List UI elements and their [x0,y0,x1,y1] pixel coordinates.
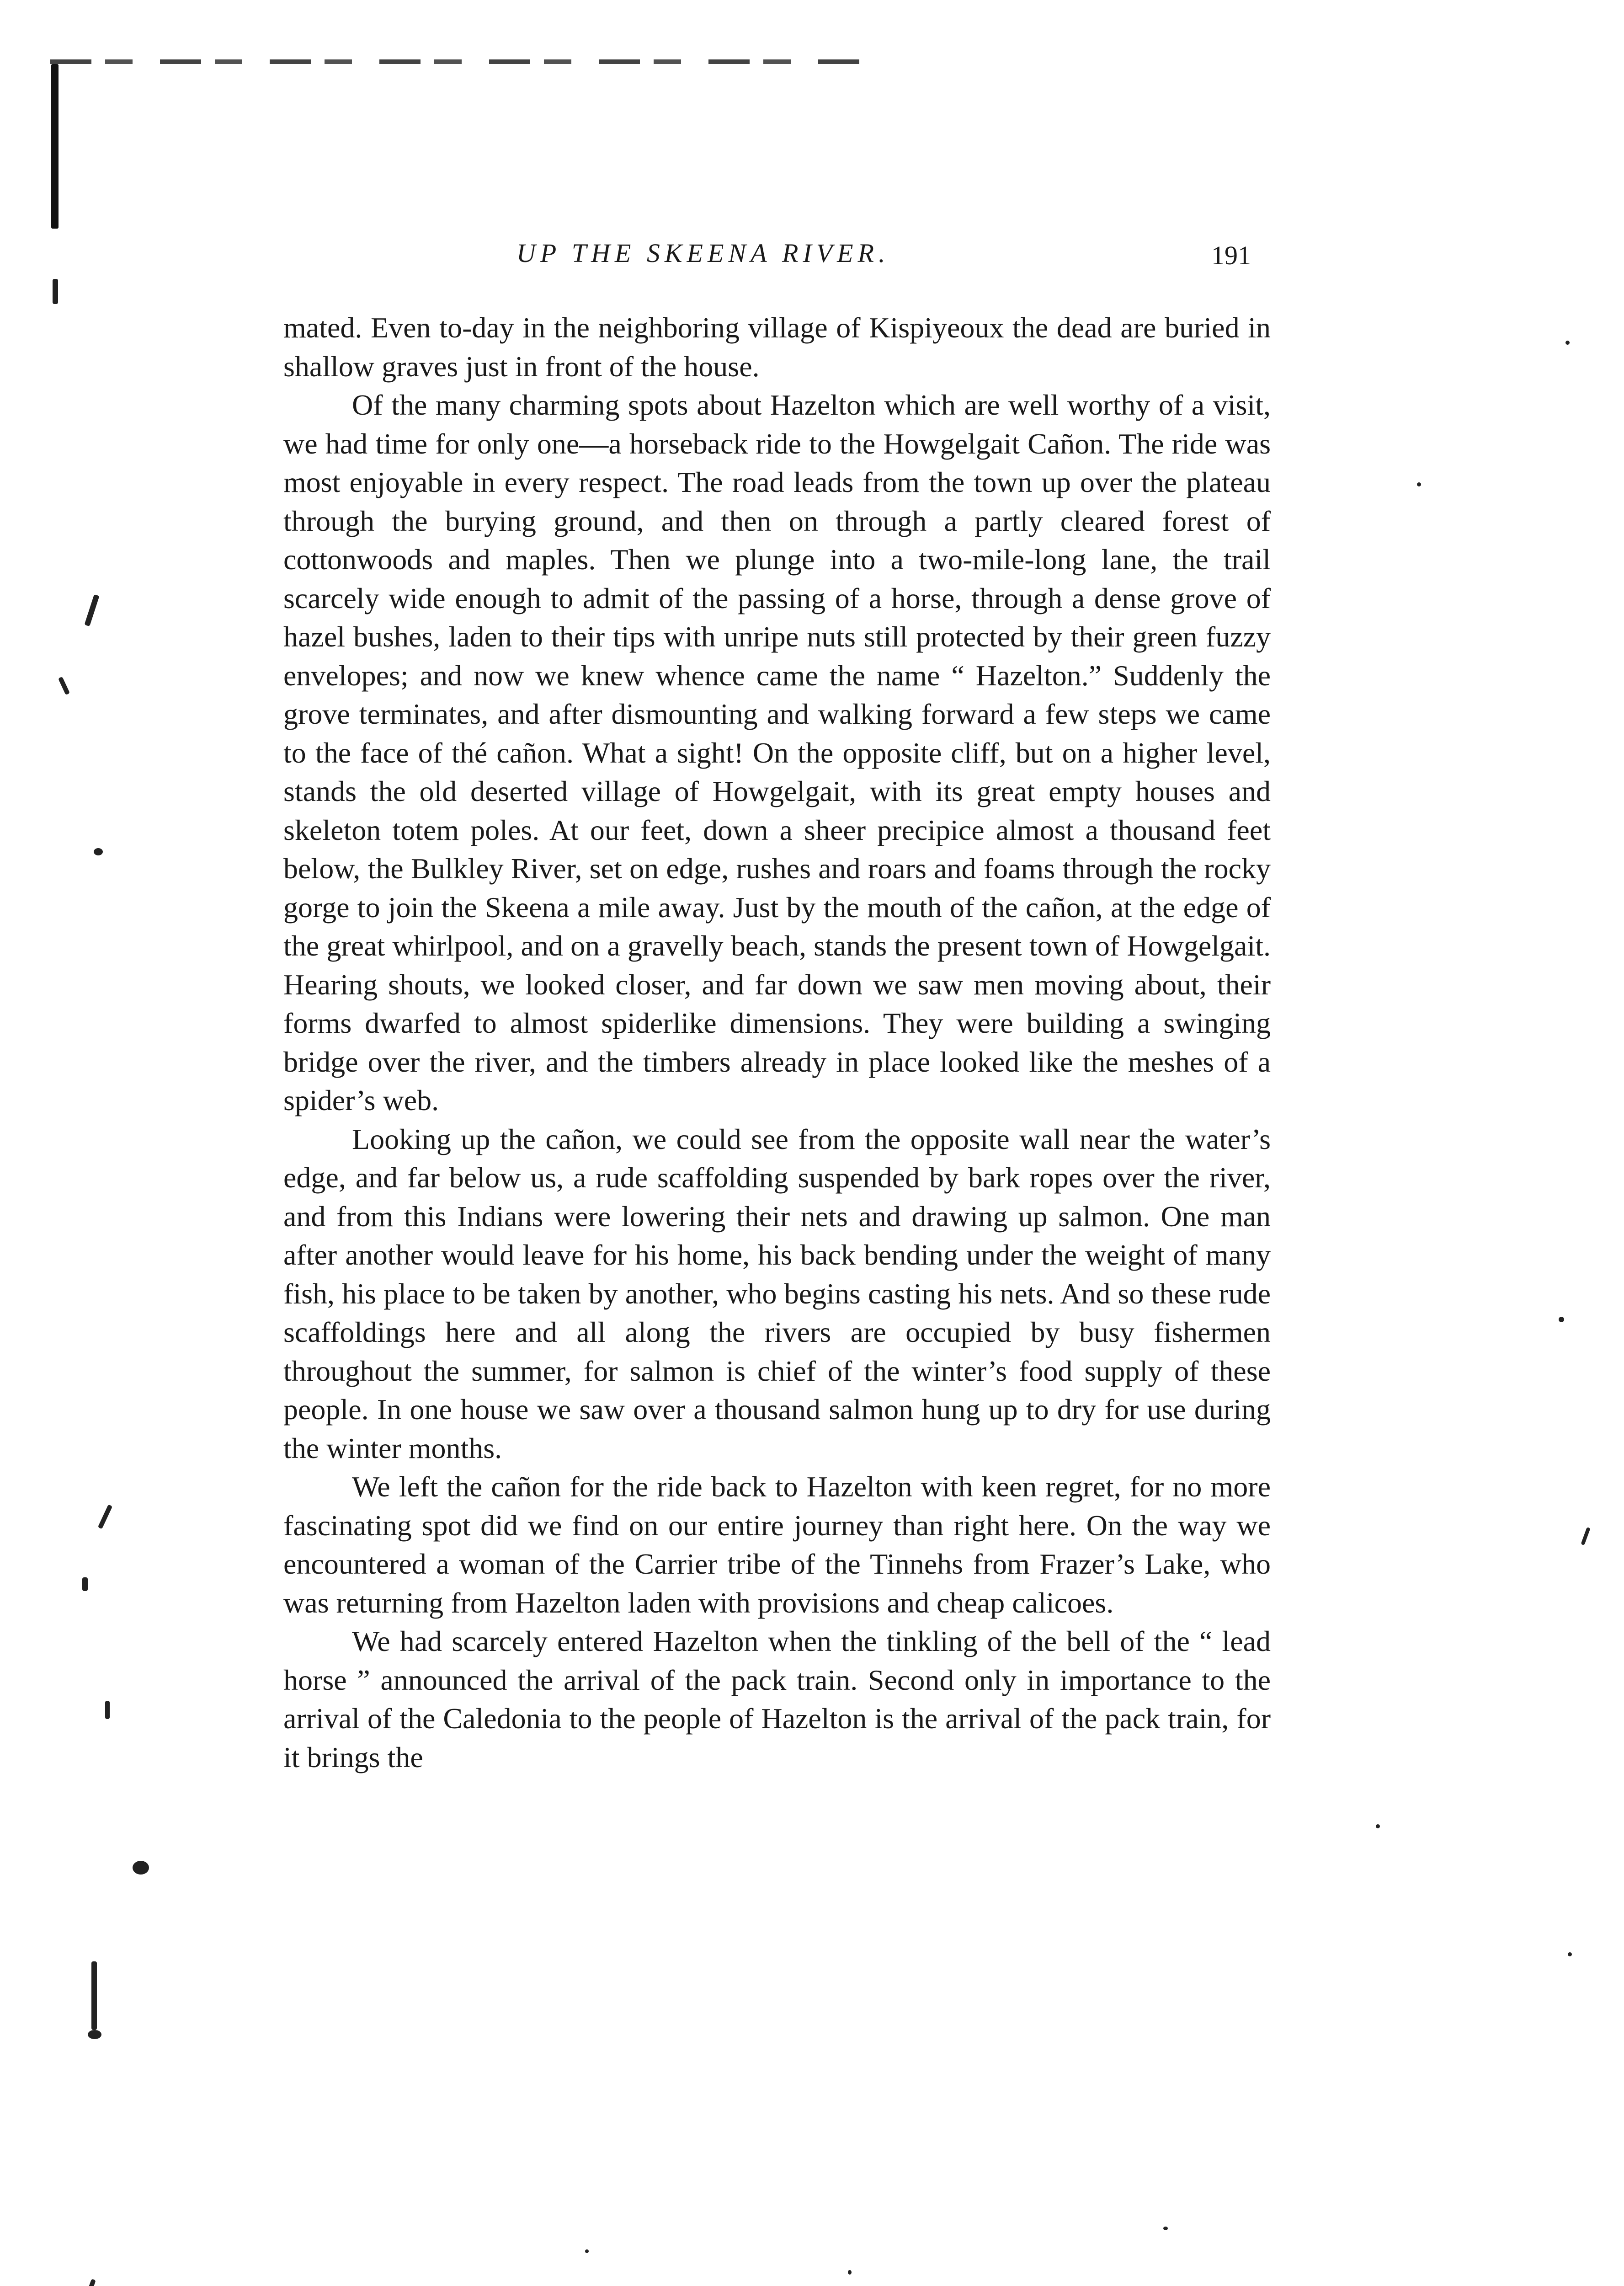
scan-speck [848,2270,852,2275]
scan-speck [105,1701,110,1719]
paragraph: We had scarcely entered Hazelton when the tinkling of the bell of the “ lead horse ” announced the arrival of the pack train. Second only in importance to the arrival of the Caledonia to the people of Hazelton is the arrival of the pack train, for it brings the [283,1625,1271,1773]
scan-speck [133,1861,149,1875]
scan-speck [82,1577,88,1591]
paragraph: We left the cañon for the ride back to Hazelton with keen regret, for no more fascinating spot did we find on our entire journey than right here. On the way we encountered a woman of the Carrier tribe of the Tinnehs from Frazer’s Lake, who was returning from Hazelton laden with provisions and cheap calicoes. [283,1470,1271,1619]
scan-speck [1376,1824,1380,1828]
scan-speck [98,1504,112,1529]
scan-speck [87,2279,96,2286]
scan-speck [1568,1952,1572,1956]
scan-speck [88,2030,101,2039]
scan-edge-mark [51,64,59,229]
paragraph: Looking up the cañon, we could see from the opposite wall near the water’s edge, and far below us, a rude scaffolding suspended by bark ropes over the river, and from this Indians were lowering their nets and drawing up salmon. One man after another would leave for his home, his back bending under the weight of many fish, his place to be taken by another, who begins casting his nets. And so these rude scaffoldings here and all along the rivers are occupied by busy fishermen throughout the summer, for salmon is chief of the winter’s food supply of these people. In one house we saw over a thousand salmon hung up to dry for use during the winter months. [283,1122,1271,1464]
paragraph: mated. Even to-day in the neighboring village of Kispiyeoux the dead are buried in shallow graves just in front of the house. [283,311,1271,383]
paragraph: Of the many charming spots about Hazelton which are well worthy of a visit, we had time for only one—a horseback ride to the Howgelgait Cañon. The ride was most enjoyable in every respect. The road leads from the town up over the plateau through the burying ground, and then on through a partly cleared forest of cottonwoods and maples. Then we plunge into a two-mile-long lane, the trail scarcely wide enough to admit of the passing of a horse, through a dense grove of hazel bushes, laden to their tips with unripe nuts still protected by their green fuzzy envelopes; and now we knew whence came the name “ Hazelton.” Suddenly the grove terminates, and after dismounting and walking forward a few steps we came to the face of thé cañon. What a sight! On the opposite cliff, but on a higher level, stands the old deserted village of Howgelgait, with its great empty houses and skeleton totem poles. At our feet, down a sheer precipice almost a thousand feet below, the Bulkley River, set on edge, rushes and roars and foams through the rocky gorge to join the Skeena a mile away. Just by the mouth of the cañon, at the edge of the great whirlpool, and on a gravelly beach, stands the present town of Howgelgait. Hearing shouts, we looked closer, and far down we saw men moving about, their forms dwarfed to almost spiderlike dimensions. They were building a swinging bridge over the river, and the timbers already in place looked like the meshes of a spider’s web. [283,389,1271,1116]
scan-speck [94,848,103,855]
scan-speck [58,677,70,695]
scan-edge-mark [50,59,873,64]
page-number: 191 [1211,240,1251,270]
scan-speck [585,2249,589,2253]
scan-speck [91,1961,97,2030]
scan-speck [1581,1527,1590,1545]
running-title: UP THE SKEENA RIVER. [516,238,890,268]
body-text [283,309,1271,1777]
scan-speck [1565,341,1570,345]
scan-speck [1559,1317,1564,1322]
scan-speck [1417,482,1421,486]
scan-speck [53,279,58,304]
scan-speck [84,594,99,626]
scan-speck [1163,2227,1168,2230]
